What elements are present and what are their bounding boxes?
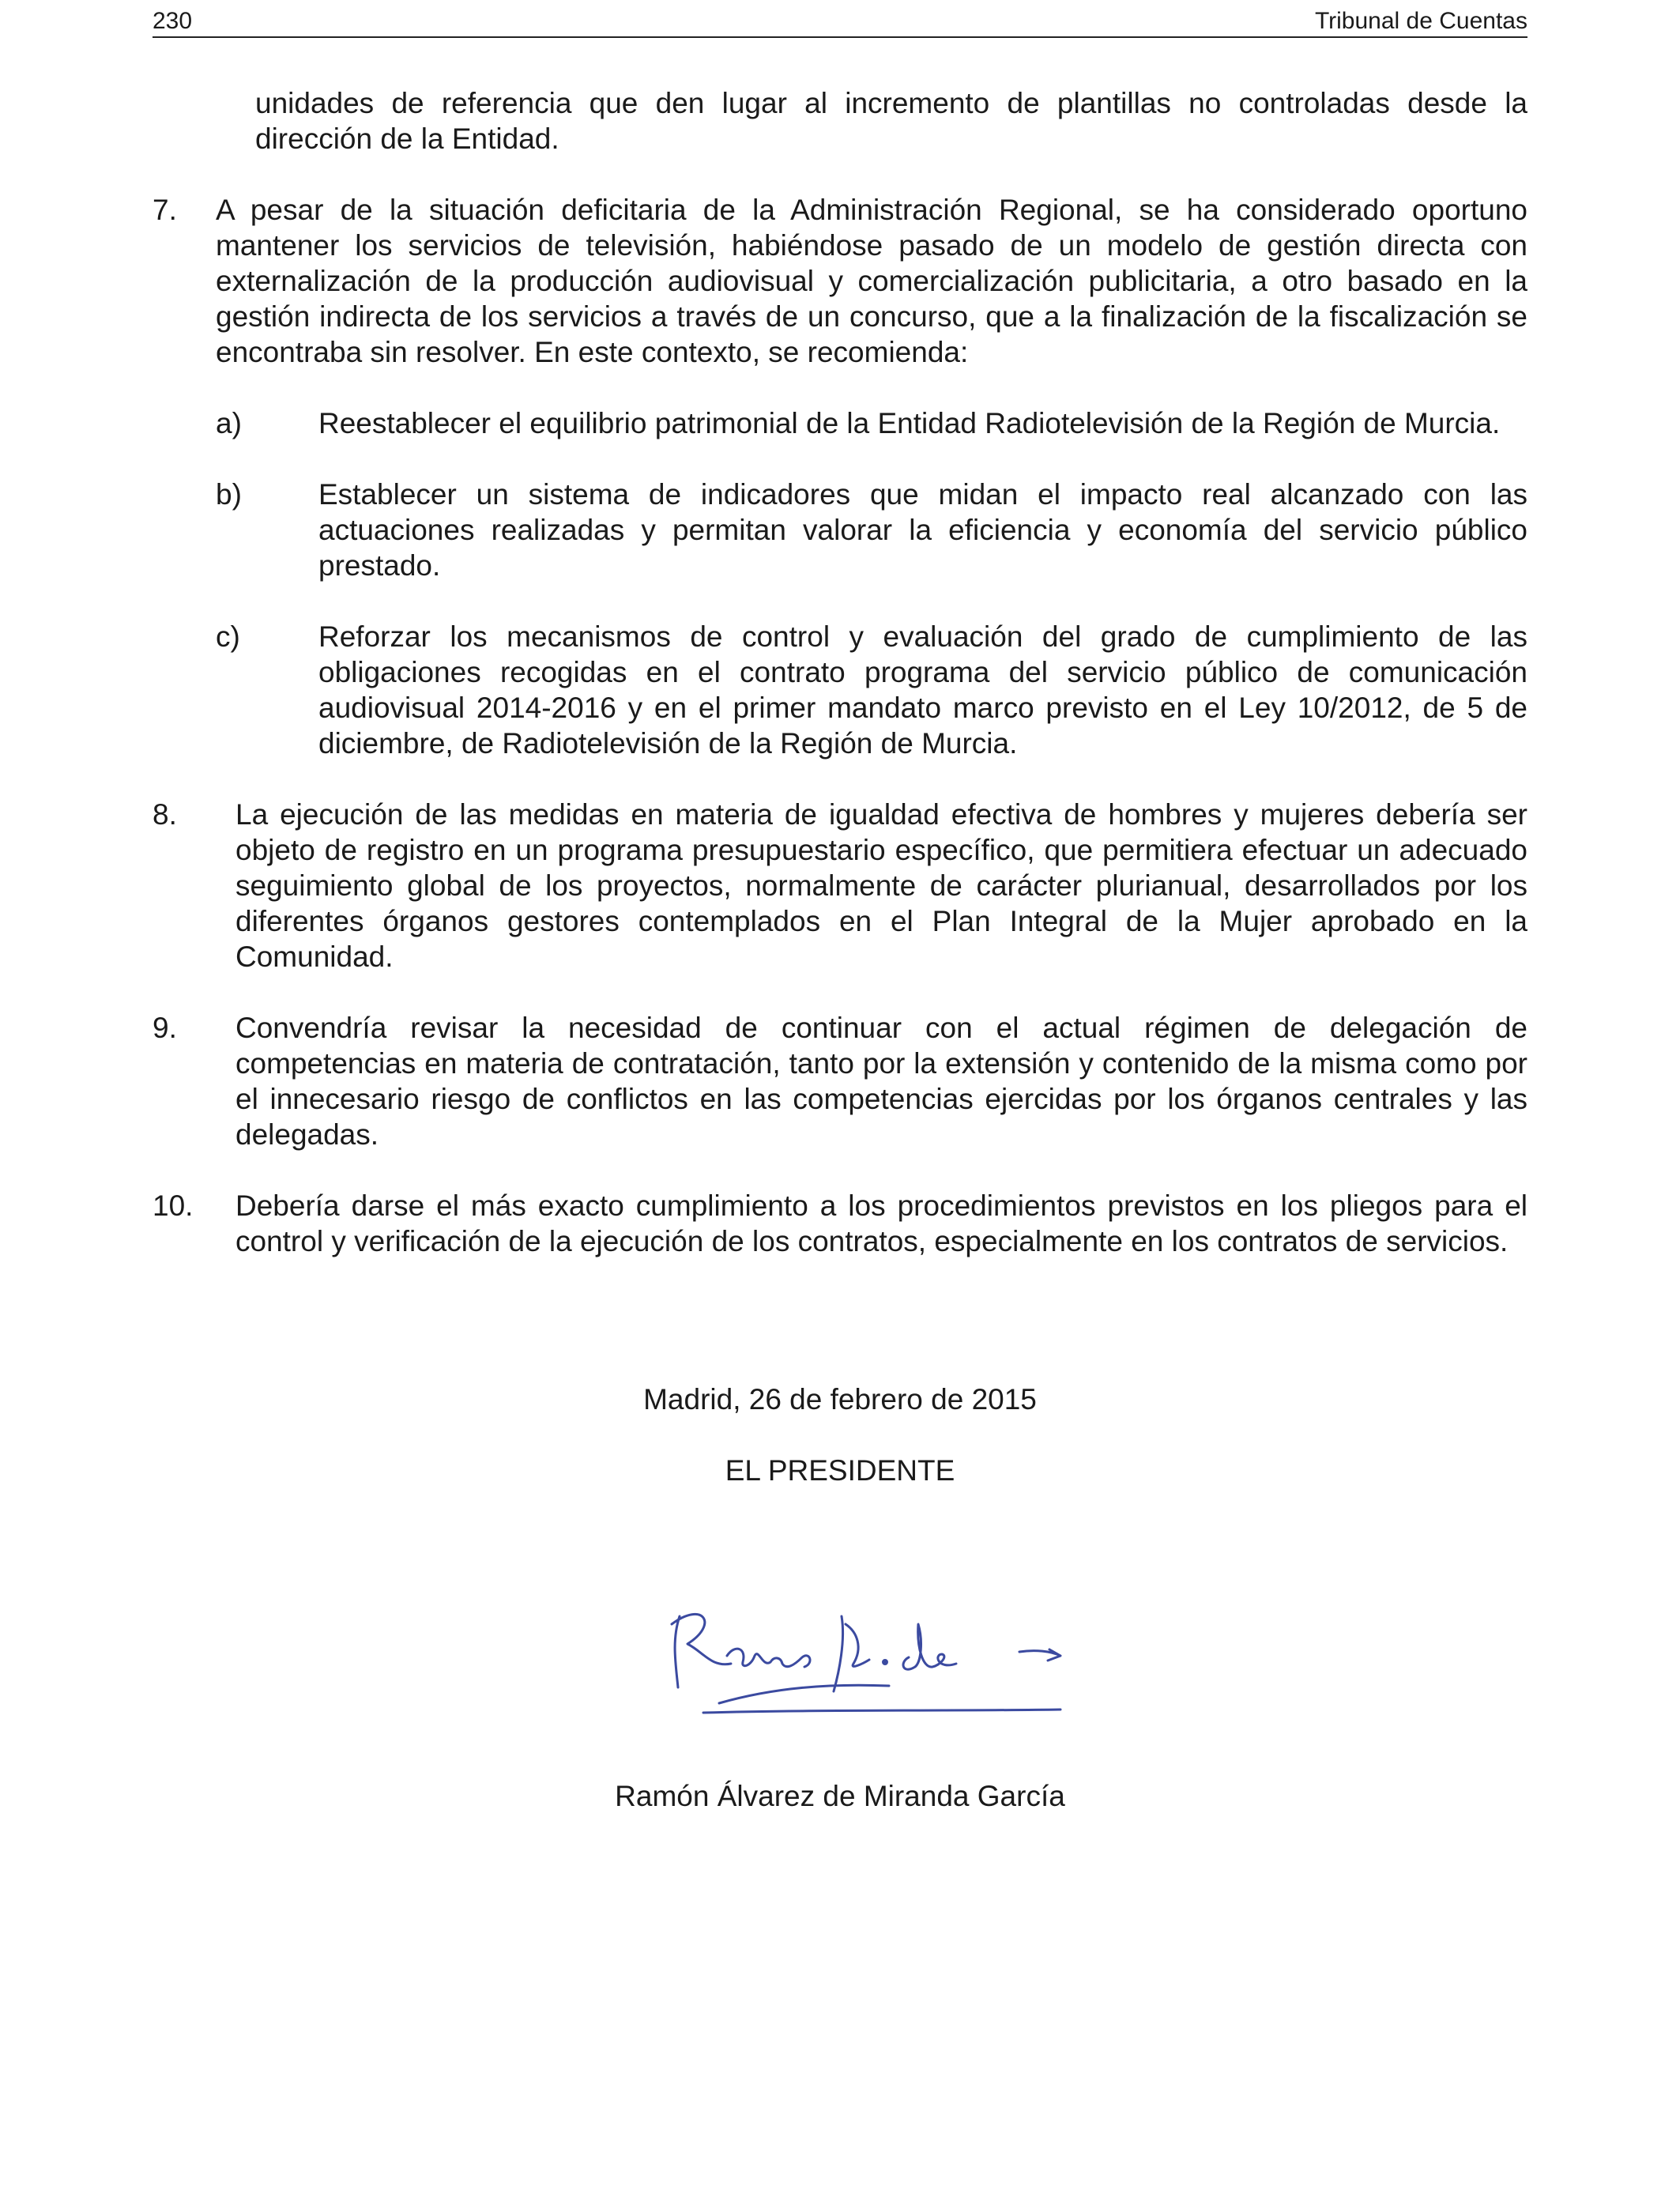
continuation-paragraph: unidades de referencia que den lugar al incremento de plantillas no controladas desde la dirección de la Entidad. (255, 87, 1527, 155)
subitem-label: a) (216, 407, 242, 439)
page-header (153, 6, 1527, 38)
item-number: 10. (153, 1189, 194, 1222)
page-number: 230 (153, 8, 193, 34)
subitem-b (216, 477, 1527, 583)
item-text: La ejecución de las medidas en materia de igualdad efectiva de hombres y mujeres debería ser objeto de registro en un programa presupuestario específico, que permitiera efectuar un adecuado seguimiento global de los proyectos, normalmente de carácter plurianual, desarrollados por los diferentes órganos gestores contemplados en el Plan Integral de la Mujer aprobado en la Comunidad. (235, 798, 1527, 973)
header-title: Tribunal de Cuentas (1314, 8, 1527, 34)
item-text: Debería darse el más exacto cumplimiento a los procedimientos previstos en los pliegos para el control y verificación de la ejecución de los contratos, especialmente en los contratos de servicios. (235, 1189, 1527, 1257)
recommendation-7 (153, 192, 1527, 370)
place-date: Madrid, 26 de febrero de 2015 (643, 1383, 1037, 1416)
recommendation-9 (153, 1010, 1527, 1152)
item-number: 8. (153, 798, 177, 831)
document-body (153, 85, 1527, 1295)
signatory-name: Ramón Álvarez de Miranda García (615, 1780, 1065, 1812)
subitem-c (216, 619, 1527, 761)
recommendation-8 (153, 797, 1527, 974)
signer-role: EL PRESIDENTE (725, 1454, 955, 1487)
subitem-text: Establecer un sistema de indicadores que midan el impacto real alcanzado con las actuaciones realizadas y permitan valorar la eficiencia y economía del servicio público prestado. (318, 478, 1527, 582)
subitem-label: b) (216, 478, 242, 511)
item-number: 9. (153, 1012, 177, 1044)
recommendation-10 (153, 1188, 1527, 1259)
item-text: A pesar de la situación deficitaria de la Administración Regional, se ha considerado oportuno mantener los servicios de televisión, habiéndose pasado de un modelo de gestión directa con externalización de la producción audiovisual y comercialización publicitaria, a otro basado en la gestión indirecta de los servicios a través de un concurso, que a la finalización de la fiscalización se encontraba sin resolver. En este contexto, se recomienda: (216, 194, 1527, 368)
handwritten-signature (656, 1569, 1067, 1727)
item-text: Convendría revisar la necesidad de continuar con el actual régimen de delegación de competencias en materia de contratación, tanto por la extensión y contenido de la misma como por el innecesario riesgo de conflictos en las competencias ejercidas por los órganos centrales y las delegadas. (235, 1012, 1527, 1151)
subitem-a (216, 405, 1527, 441)
subitem-label: c) (216, 620, 240, 653)
item-number: 7. (153, 194, 177, 226)
subitem-text: Reestablecer el equilibrio patrimonial de la Entidad Radiotelevisión de la Región de Murcia. (318, 407, 1501, 439)
subitem-text: Reforzar los mecanismos de control y evaluación del grado de cumplimiento de las obligaciones recogidas en el contrato programa del servicio público de comunicación audiovisual 2014-2016 y en el primer mandato marco previsto en el Ley 10/2012, de 5 de diciembre, de Radiotelevisión de la Región de Murcia. (318, 620, 1527, 760)
